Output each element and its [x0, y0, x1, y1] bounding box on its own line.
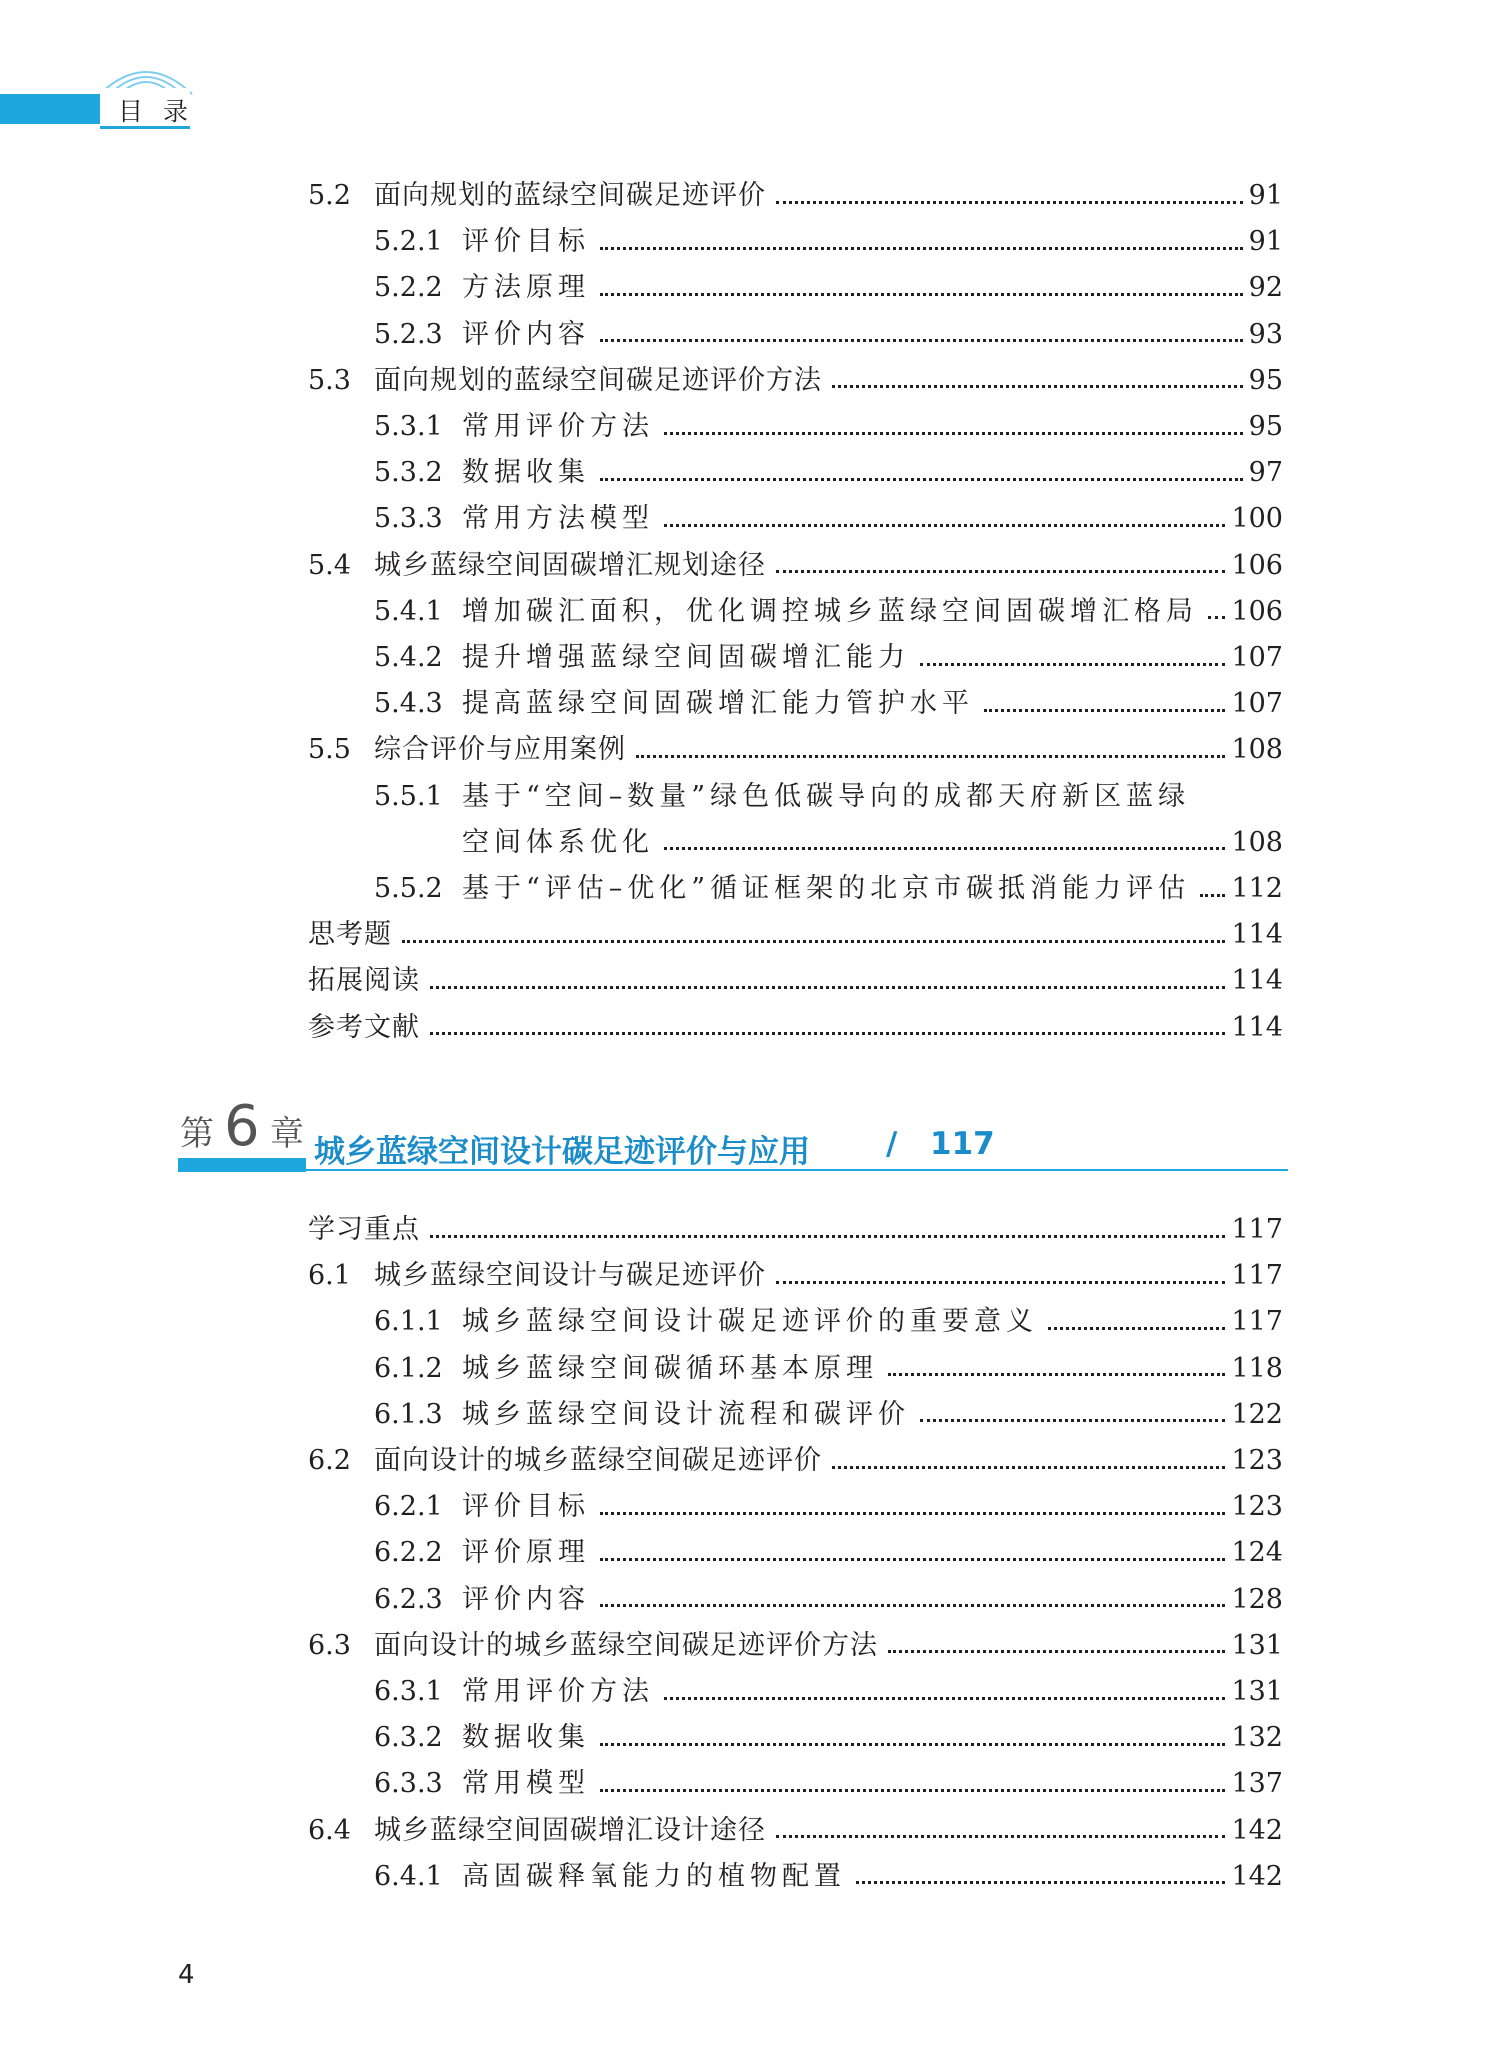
toc-dot-leader: [430, 982, 1225, 989]
toc-dot-leader: [1208, 612, 1225, 619]
chapter-heading[interactable]: [178, 1094, 1288, 1176]
toc-entry-title: 拓展阅读: [308, 965, 420, 997]
toc-entry[interactable]: [374, 1304, 1283, 1340]
toc-entry-title: 评价内容: [462, 1583, 590, 1615]
chapter-suffix: 章: [270, 1114, 304, 1154]
toc-entry-title: 常用模型: [462, 1768, 590, 1800]
toc-entry[interactable]: [374, 1535, 1283, 1571]
toc-entry-title: 空间体系优化: [462, 826, 654, 858]
toc-dot-leader: [984, 705, 1225, 712]
toc-entry[interactable]: [308, 732, 1283, 768]
toc-dot-leader: [600, 1554, 1225, 1561]
toc-entry-title: 参考文献: [308, 1011, 420, 1043]
toc-entry-title: 面向设计的城乡蓝绿空间碳足迹评价方法: [374, 1629, 878, 1661]
toc-dot-leader: [776, 197, 1243, 204]
toc-entry-page: 117: [1231, 1214, 1283, 1245]
toc-entry[interactable]: [374, 594, 1283, 630]
toc-dot-leader: [600, 1600, 1225, 1607]
toc-entry-page: 131: [1231, 1676, 1283, 1707]
toc-entry-title: 常用评价方法: [462, 411, 654, 442]
toc-entry-page: 100: [1231, 503, 1283, 535]
toc-dot-leader: [888, 1646, 1225, 1653]
toc-entry-number: 5.3.3: [374, 503, 443, 535]
toc-entry-page: 137: [1231, 1768, 1283, 1800]
toc-entry-title: 城乡蓝绿空间设计与碳足迹评价: [374, 1260, 766, 1292]
toc-entry-page: 122: [1231, 1398, 1283, 1430]
toc-dot-leader: [1048, 1323, 1225, 1330]
toc-entry-number: 6.3.1: [374, 1676, 443, 1707]
toc-entry[interactable]: [308, 1443, 1283, 1479]
toc-entry[interactable]: [308, 1258, 1283, 1294]
toc-entry-number: 5.3: [308, 364, 351, 396]
toc-entry-title: 综合评价与应用案例: [374, 734, 626, 766]
toc-entry[interactable]: [374, 1766, 1283, 1802]
toc-entry-page: 114: [1231, 919, 1283, 951]
toc-entry[interactable]: [374, 1351, 1283, 1387]
toc-entry-title: 城乡蓝绿空间固碳增汇设计途径: [374, 1814, 766, 1846]
toc-dot-leader: [600, 1508, 1225, 1515]
toc-entry-page: 95: [1248, 411, 1283, 442]
toc-entry-number: 5.5.2: [374, 873, 443, 904]
toc-entry[interactable]: [374, 640, 1283, 676]
toc-entry[interactable]: [374, 1720, 1283, 1756]
toc-dot-leader: [402, 936, 1225, 943]
toc-entry[interactable]: [462, 825, 1283, 861]
toc-entry-number: 5.2.3: [374, 318, 443, 350]
toc-dot-leader: [664, 520, 1225, 527]
toc-entry[interactable]: [308, 1212, 1283, 1248]
toc-dot-leader: [832, 381, 1243, 388]
toc-entry[interactable]: [374, 1489, 1283, 1525]
toc-entry-title: 城乡蓝绿空间设计流程和碳评价: [462, 1398, 910, 1430]
toc-entry-title: 提升增强蓝绿空间固碳增汇能力: [462, 642, 910, 673]
toc-entry-title: 常用评价方法: [462, 1676, 654, 1707]
toc-entry-title: 评价原理: [462, 1537, 590, 1569]
toc-entry-page: 118: [1231, 1352, 1283, 1384]
toc-entry-page: 132: [1231, 1722, 1283, 1754]
toc-entry-title: 数据收集: [462, 1722, 590, 1754]
toc-entry-number: 6.4: [308, 1814, 351, 1846]
toc-dot-leader: [920, 659, 1225, 666]
toc-entry-title: 高固碳释氧能力的植物配置: [462, 1860, 846, 1892]
toc-entry-page: 131: [1231, 1629, 1283, 1661]
toc-entry[interactable]: [374, 1582, 1283, 1618]
toc-entry-title: 面向规划的蓝绿空间碳足迹评价方法: [374, 364, 822, 396]
toc-entry-number: 6.1.3: [374, 1398, 443, 1430]
toc-entry-page: 114: [1231, 1011, 1283, 1043]
toc-entry-page: 114: [1231, 965, 1283, 997]
toc-entry-title: 提高蓝绿空间固碳增汇能力管护水平: [462, 688, 974, 720]
toc-entry-number: 5.2.2: [374, 272, 443, 304]
toc-entry-number: 5.2: [308, 180, 351, 211]
page-number: 4: [178, 1960, 195, 1990]
toc-entry-page: 95: [1248, 364, 1283, 396]
toc-dot-leader: [600, 1739, 1225, 1746]
toc-dot-leader: [664, 1693, 1225, 1700]
toc-dot-leader: [832, 1462, 1225, 1469]
toc-entry-number: 5.3.2: [374, 457, 443, 489]
toc-entry[interactable]: [374, 501, 1283, 537]
toc-entry-number: 6.2.1: [374, 1491, 443, 1523]
toc-entry-page: 93: [1248, 318, 1283, 350]
toc-entry-number: 5.5.1: [374, 780, 443, 812]
chapter-number: 6: [224, 1094, 260, 1159]
toc-entry-title: 增加碳汇面积，优化调控城乡蓝绿空间固碳增汇格局: [462, 595, 1198, 627]
toc-dot-leader: [856, 1877, 1225, 1884]
toc-entry-page: 91: [1248, 180, 1283, 211]
toc-entry-page: 107: [1231, 688, 1283, 720]
toc-dot-leader: [888, 1369, 1225, 1376]
toc-entry-number: 6.3.2: [374, 1722, 443, 1754]
toc-dot-leader: [430, 1028, 1225, 1035]
toc-entry-number: 5.4.1: [374, 595, 443, 627]
toc-dot-leader: [664, 428, 1243, 435]
toc-entry-title: 面向设计的城乡蓝绿空间碳足迹评价: [374, 1445, 822, 1476]
toc-entry-title: 面向规划的蓝绿空间碳足迹评价: [374, 180, 766, 211]
toc-entry-title: 基于“评估–优化”循证框架的北京市碳抵消能力评估: [462, 873, 1191, 904]
toc-entry-page: 123: [1231, 1491, 1283, 1523]
toc-dot-leader: [776, 566, 1225, 573]
chapter-title: 城乡蓝绿空间设计碳足迹评价与应用: [314, 1134, 810, 1170]
toc-entry[interactable]: [308, 1010, 1283, 1046]
toc-entry[interactable]: [374, 871, 1283, 907]
toc-entry-number: 5.3.1: [374, 411, 443, 442]
toc-entry-page: 112: [1231, 873, 1283, 904]
toc-entry-number: 5.4: [308, 549, 351, 581]
toc-dot-leader: [1200, 890, 1225, 897]
toc-entry-page: 107: [1231, 642, 1283, 673]
toc-entry-number: 5.2.1: [374, 226, 443, 258]
toc-entry-page: 142: [1231, 1860, 1283, 1892]
toc-entry-number: 6.1.1: [374, 1306, 443, 1338]
toc-dot-leader: [664, 843, 1225, 850]
toc-entry-title: 常用方法模型: [462, 503, 654, 535]
toc-entry-number: 5.4.3: [374, 688, 443, 720]
chapter-prefix: 第: [180, 1114, 214, 1154]
toc-entry-number: 5.4.2: [374, 642, 443, 673]
toc-entry-page: 124: [1231, 1537, 1283, 1569]
toc-entry[interactable]: [374, 317, 1283, 353]
toc-dot-leader: [636, 751, 1225, 758]
chapter-page: 117: [930, 1126, 995, 1162]
toc-entry-number: 6.2.3: [374, 1583, 443, 1615]
toc-entry[interactable]: [308, 178, 1283, 214]
toc-entry-page: 117: [1231, 1260, 1283, 1292]
toc-entry-page: 108: [1231, 734, 1283, 766]
toc-entry[interactable]: [374, 409, 1283, 445]
toc-entry-number: 6.3: [308, 1629, 351, 1661]
toc-entry-number: 6.2.2: [374, 1537, 443, 1569]
toc-dot-leader: [430, 1231, 1225, 1238]
toc-dot-leader: [776, 1277, 1225, 1284]
toc-entry-title: 学习重点: [308, 1214, 420, 1245]
toc-entry-title: 数据收集: [462, 457, 590, 489]
toc-dot-leader: [600, 474, 1243, 481]
toc-dot-leader: [600, 289, 1243, 296]
toc-entry-title: 城乡蓝绿空间设计碳足迹评价的重要意义: [462, 1306, 1038, 1338]
toc-entry-page: 142: [1231, 1814, 1283, 1846]
toc-entry[interactable]: [374, 224, 1283, 260]
toc-entry[interactable]: [308, 917, 1283, 953]
toc-entry-title: 城乡蓝绿空间固碳增汇规划途径: [374, 549, 766, 581]
toc-entry[interactable]: [308, 1813, 1283, 1849]
chapter-separator: /: [886, 1126, 898, 1162]
toc-entry-number: 6.3.3: [374, 1768, 443, 1800]
toc-entry-page: 97: [1248, 457, 1283, 489]
toc-entry-number: 6.1.2: [374, 1352, 443, 1384]
toc-entry[interactable]: [374, 455, 1283, 491]
toc-entry-page: 108: [1231, 826, 1283, 858]
toc-entry-page: 91: [1248, 226, 1283, 258]
toc-entry[interactable]: [374, 270, 1283, 306]
toc-dot-leader: [920, 1415, 1225, 1422]
toc-entry-page: 123: [1231, 1445, 1283, 1476]
toc-entry[interactable]: [308, 1628, 1283, 1664]
toc-entry-title: 城乡蓝绿空间碳循环基本原理: [462, 1352, 878, 1384]
toc-entry[interactable]: [308, 363, 1283, 399]
toc-dot-leader: [600, 335, 1243, 342]
toc-entry[interactable]: [374, 1397, 1283, 1433]
toc-entry-page: 92: [1248, 272, 1283, 304]
toc-entry[interactable]: [308, 548, 1283, 584]
toc-entry-page: 128: [1231, 1583, 1283, 1615]
toc-dot-leader: [776, 1831, 1225, 1838]
toc-entry-number: 6.2: [308, 1445, 351, 1476]
toc-entry-number: 5.5: [308, 734, 351, 766]
toc-entry[interactable]: [374, 1859, 1283, 1895]
chapter-accent-bar: [178, 1158, 306, 1172]
toc-entry-title: 基于“空间–数量”绿色低碳导向的成都天府新区蓝绿: [462, 780, 1191, 812]
toc-entry[interactable]: [374, 1674, 1283, 1710]
toc-entry-page: 106: [1231, 595, 1283, 627]
toc-entry[interactable]: [374, 779, 1283, 815]
toc-entry-number: 6.4.1: [374, 1860, 443, 1892]
toc-entry-title: 方法原理: [462, 272, 590, 304]
toc-dot-leader: [600, 243, 1243, 250]
toc-entry-number: 6.1: [308, 1260, 351, 1292]
toc-entry-title: 评价目标: [462, 1491, 590, 1523]
toc-entry-title: 思考题: [308, 919, 392, 951]
toc-dot-leader: [600, 1785, 1225, 1792]
toc-entry-title: 评价目标: [462, 226, 590, 258]
toc-entry-page: 106: [1231, 549, 1283, 581]
toc-entry-title: 评价内容: [462, 318, 590, 350]
toc-entry-page: 117: [1231, 1306, 1283, 1338]
toc-entry[interactable]: [374, 686, 1283, 722]
page-title: 目 录: [118, 97, 194, 126]
toc-entry[interactable]: [308, 963, 1283, 999]
